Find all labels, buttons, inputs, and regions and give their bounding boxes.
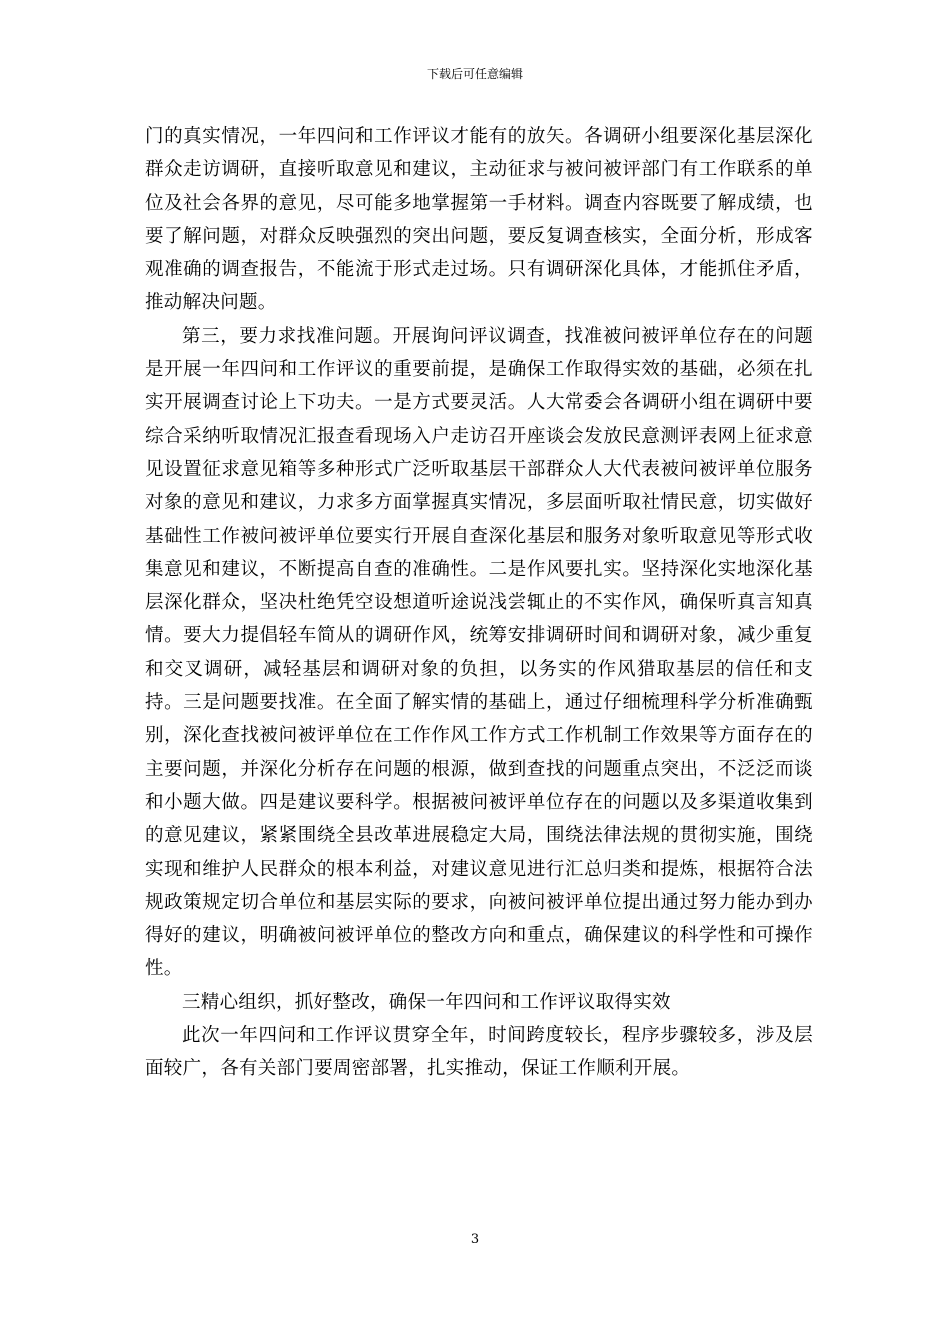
paragraph-third-point: 第三，要力求找准问题。开展询问评议调查，找准被问被评单位存在的问题是开展一年四问和工作评议的重要前提，是确保工作取得实效的基础，必须在扎实开展调查讨论上下功夫。一是方式要灵活。人大常委会各调研小组在调研中要综合采纳听取情况汇报查看现场入户走访召开座谈会发放民意测评表网上征求意见设置征求意见箱等多种形式广泛听取基层干部群众人大代表被问被评单位服务对象的意见和建议，力求多方面掌握真实情况，多层面听取社情民意，切实做好基础性工作被问被评单位要实行开展自查深化基层和服务对象听取意见等形式收集意见和建议，不断提高自查的准确性。二是作风要扎实。坚持深化实地深化基层深化群众，坚决杜绝凭空设想道听途说浅尝辄止的不实作风，确保听真言知真情。要大力提倡轻车简从的调研作风，统筹安排调研时间和调研对象，减少重复和交叉调研，减轻基层和调研对象的负担，以务实的作风猎取基层的信任和支持。三是问题要找准。在全面了解实情的基础上，通过仔细梳理科学分析准确甄别，深化查找被问被评单位在工作作风工作方式工作机制工作效果等方面存在的主要问题，并深化分析存在问题的根源，做到查找的问题重点突出，不泛泛而谈和小题大做。四是建议要科学。根据被问被评单位存在的问题以及多渠道收集到的意见建议，紧紧围绕全县改革进展稳定大局，围绕法律法规的贯彻实施，围绕实现和维护人民群众的根本利益，对建议意见进行汇总归类和提炼，根据符合法规政策规定切合单位和基层实际的要求，向被问被评单位提出通过努力能办到办得好的建议，明确被问被评单位的整改方向和重点，确保建议的科学性和可操作性。: [145, 325, 813, 980]
document-body: [145, 120, 813, 1086]
section-heading: 三精心组织，抓好整改，确保一年四问和工作评议取得实效: [182, 991, 671, 1013]
paragraph-section-intro: 此次一年四问和工作评议贯穿全年，时间跨度较长，程序步骤较多，涉及层面较广，各有关部门要周密部署，扎实推动，保证工作顺利开展。: [145, 1025, 813, 1080]
page-header: 下载后可任意编辑: [426, 67, 523, 81]
paragraph-continuation: 门的真实情况，一年四问和工作评议才能有的放矢。各调研小组要深化基层深化群众走访调研，直接听取意见和建议，主动征求与被问被评部门有工作联系的单位及社会各界的意见，尽可能多地掌握第一手材料。调查内容既要了解成绩，也要了解问题，对群众反映强烈的突出问题，要反复调查核实，全面分析，形成客观准确的调查报告，不能流于形式走过场。只有调研深化具体，才能抓住矛盾，推动解决问题。: [145, 126, 813, 314]
page-number: 3: [470, 1232, 480, 1247]
